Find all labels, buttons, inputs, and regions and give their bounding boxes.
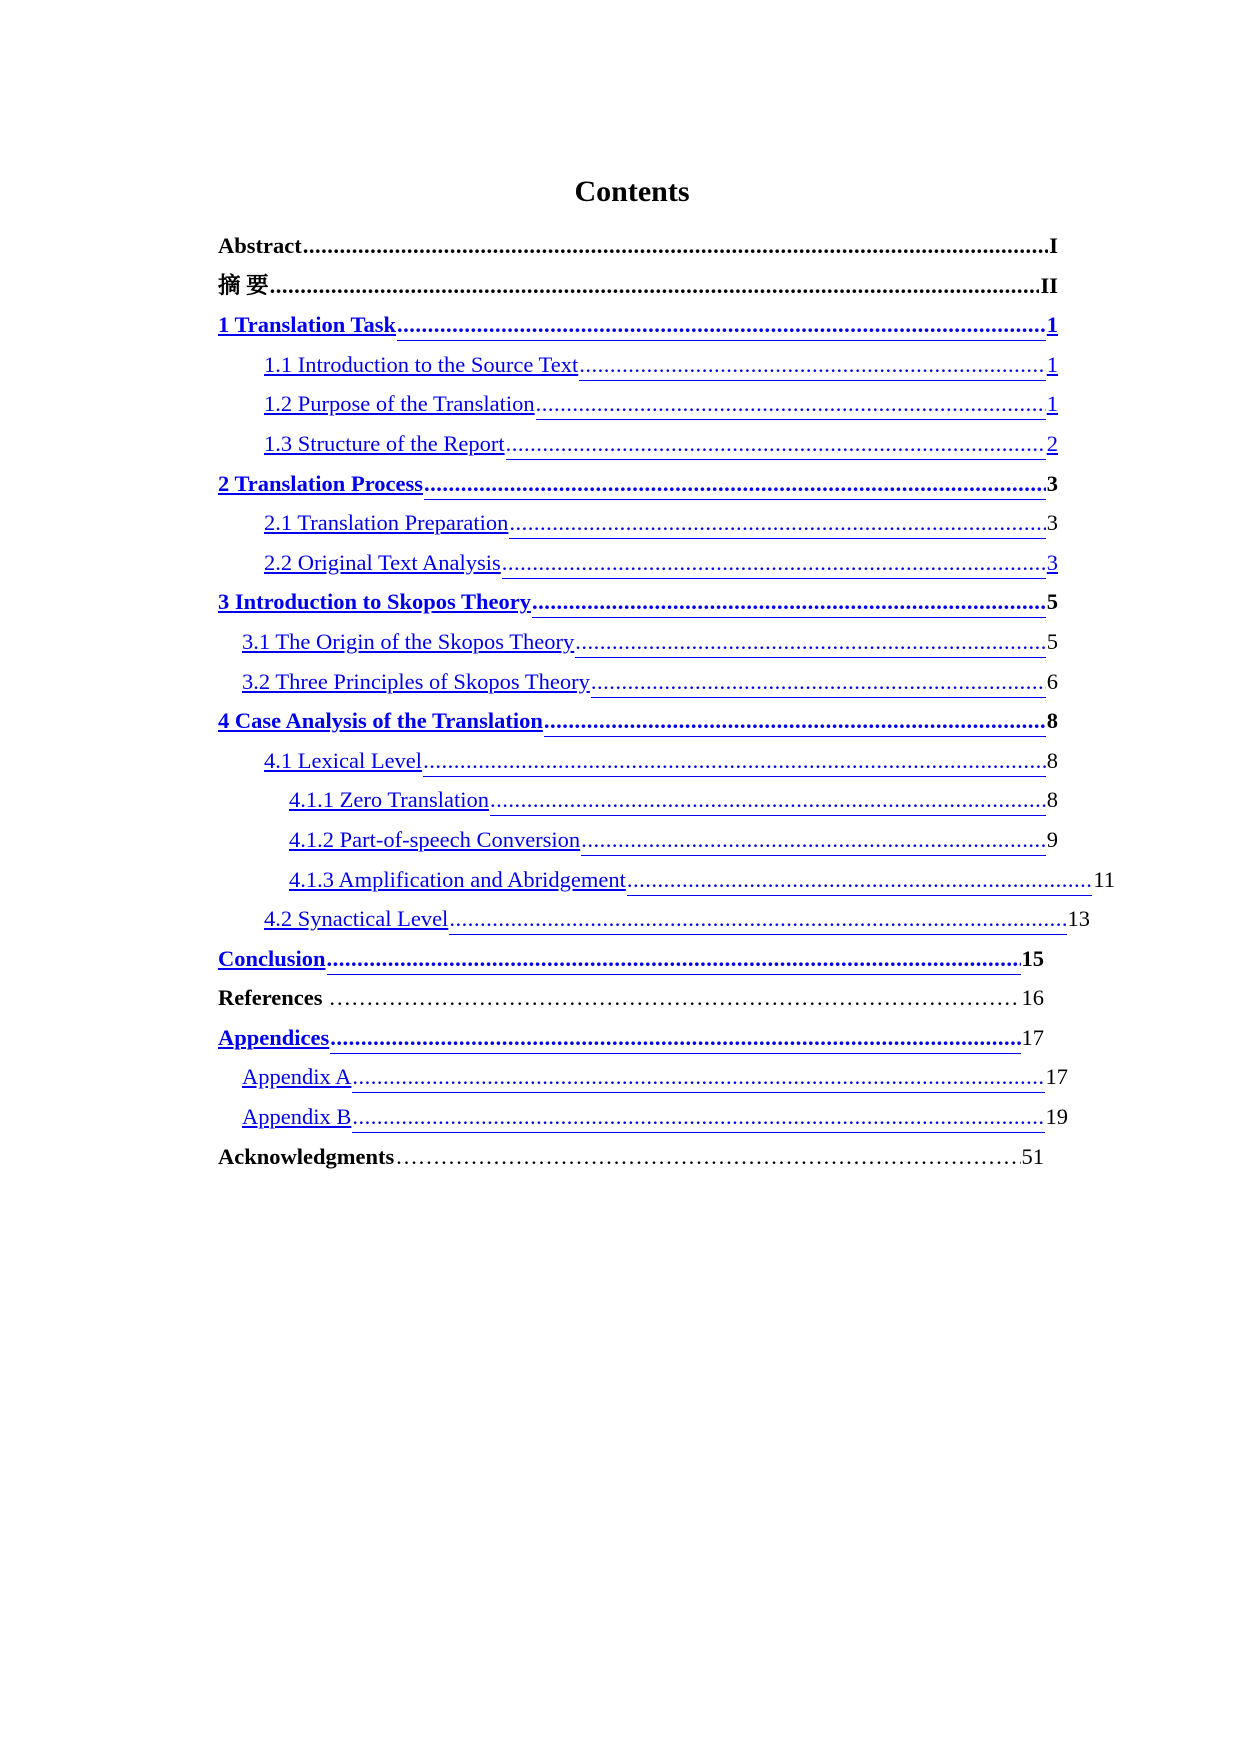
toc-entry-acknowledgments[interactable]: [218, 1137, 1044, 1177]
toc-entry-label: 4.1.3 Amplification and Abridgement: [289, 866, 626, 892]
toc-link-three-principles[interactable]: [218, 662, 1058, 702]
toc-entry-label: 2.2 Original Text Analysis: [264, 549, 501, 575]
toc-entry-page: 1: [1046, 391, 1058, 417]
toc-entry-page: I: [1049, 233, 1058, 258]
dot-leader: [423, 746, 1046, 777]
toc-entry-label: 1.2 Purpose of the Translation: [264, 391, 535, 417]
toc-link-lexical-level[interactable]: [218, 741, 1058, 781]
toc-link-appendices[interactable]: [218, 1018, 1044, 1058]
toc-entry-label: 2 Translation Process: [218, 470, 424, 496]
dot-leader: [532, 587, 1046, 618]
toc-entry-page: 3: [1046, 510, 1058, 536]
toc-link-origin-skopos[interactable]: [218, 622, 1058, 662]
page-title: Contents: [574, 175, 690, 208]
toc-link-appendix-a[interactable]: [218, 1057, 1068, 1097]
dot-leader: [395, 1137, 1020, 1177]
dot-leader: [591, 667, 1046, 698]
toc-entry-label: Abstract: [218, 233, 302, 258]
toc-entry-page: 6: [1046, 668, 1058, 694]
toc-entry-page: 2: [1046, 430, 1058, 456]
toc-entry-label: References: [218, 985, 323, 1011]
dot-leader: [303, 226, 1049, 266]
toc-link-zero-translation[interactable]: [218, 780, 1058, 820]
dot-leader: [329, 978, 1021, 1018]
toc-entry-page: 1: [1046, 351, 1058, 377]
toc-entry-label: 3.2 Three Principles of Skopos Theory: [242, 668, 590, 694]
toc-entry-label: 3 Introduction to Skopos Theory: [218, 589, 531, 615]
dot-leader: [627, 865, 1093, 896]
dot-leader: [575, 627, 1045, 658]
dot-leader: [352, 1102, 1044, 1133]
toc-entry-label: 4.1.1 Zero Translation: [289, 787, 489, 813]
toc-entry-label: 4.2 Synactical Level: [264, 906, 449, 932]
dot-leader: [506, 429, 1046, 460]
toc-entry-abstract[interactable]: [218, 226, 1058, 266]
toc-entry-label: Conclusion: [218, 945, 326, 971]
toc-entry-label: 1 Translation Task: [218, 312, 397, 338]
toc-entry-page: 3: [1046, 470, 1058, 496]
toc-entry-page: 15: [1021, 945, 1044, 971]
toc-entry-page: 3: [1046, 549, 1058, 575]
toc-link-structure-report[interactable]: [218, 424, 1058, 464]
toc-link-skopos-theory[interactable]: [218, 582, 1058, 622]
dot-leader: [270, 266, 1040, 306]
toc-entry-page: 19: [1045, 1104, 1068, 1130]
toc-entry-page: 5: [1046, 589, 1058, 615]
dot-leader: [449, 904, 1066, 935]
toc-entry-label: Appendices: [218, 1024, 330, 1050]
table-of-contents: [218, 226, 1115, 1176]
toc-entry-label: 3.1 The Origin of the Skopos Theory: [242, 628, 575, 654]
toc-link-introduction-source-text[interactable]: [218, 345, 1058, 385]
toc-entry-chinese-abstract[interactable]: [218, 266, 1058, 306]
dot-leader: [509, 508, 1045, 539]
toc-entry-references[interactable]: [218, 978, 1044, 1018]
dot-leader: [544, 706, 1046, 737]
toc-entry-label: 4 Case Analysis of the Translation: [218, 708, 543, 734]
toc-entry-label: 摘 要: [218, 272, 269, 298]
toc-entry-page: 8: [1046, 708, 1058, 734]
dot-leader: [581, 825, 1046, 856]
toc-entry-label: 4.1 Lexical Level: [264, 747, 423, 773]
dot-leader: [424, 469, 1046, 500]
toc-link-translation-task[interactable]: [218, 305, 1058, 345]
toc-link-part-of-speech[interactable]: [218, 820, 1058, 860]
toc-link-amplification[interactable]: [218, 860, 1115, 900]
toc-entry-label: 1.3 Structure of the Report: [264, 430, 505, 456]
dot-leader: [579, 350, 1046, 381]
toc-entry-page: 5: [1046, 628, 1058, 654]
dot-leader: [397, 310, 1046, 341]
toc-entry-label: Acknowledgments: [218, 1143, 395, 1169]
toc-entry-label: Appendix A: [242, 1064, 352, 1090]
toc-link-synactical-level[interactable]: [218, 899, 1090, 939]
dot-leader: [490, 785, 1046, 816]
toc-entry-label: 4.1.2 Part-of-speech Conversion: [289, 826, 581, 852]
toc-entry-label: 1.1 Introduction to the Source Text: [264, 351, 579, 377]
dot-leader: [330, 1023, 1020, 1054]
toc-entry-page: 9: [1046, 826, 1058, 852]
toc-entry-page: 1: [1046, 312, 1058, 338]
toc-entry-page: 17: [1045, 1064, 1068, 1090]
toc-entry-page: 17: [1021, 1024, 1044, 1050]
toc-entry-page: 11: [1093, 866, 1115, 892]
toc-entry-label: 2.1 Translation Preparation: [264, 510, 509, 536]
toc-link-original-text-analysis[interactable]: [218, 543, 1058, 583]
toc-link-conclusion[interactable]: [218, 939, 1044, 979]
toc-link-case-analysis[interactable]: [218, 701, 1058, 741]
toc-entry-page: 13: [1067, 906, 1090, 932]
dot-leader: [352, 1062, 1044, 1093]
toc-entry-page: 16: [1021, 985, 1044, 1011]
toc-entry-page: II: [1040, 272, 1058, 298]
dot-leader: [536, 389, 1046, 420]
toc-link-translation-preparation[interactable]: [218, 503, 1058, 543]
dot-leader: [502, 548, 1046, 579]
toc-entry-label: Appendix B: [242, 1104, 352, 1130]
toc-entry-page: 8: [1046, 787, 1058, 813]
dot-leader: [327, 944, 1021, 975]
toc-link-appendix-b[interactable]: [218, 1097, 1068, 1137]
toc-entry-page: 51: [1021, 1143, 1044, 1169]
toc-link-translation-process[interactable]: [218, 464, 1058, 504]
toc-entry-page: 8: [1046, 747, 1058, 773]
toc-link-purpose-translation[interactable]: [218, 384, 1058, 424]
